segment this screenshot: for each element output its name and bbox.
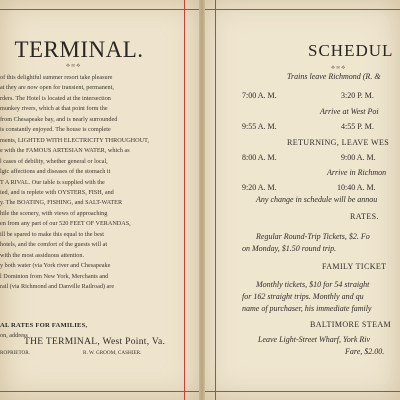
family-line-1: Monthly tickets, $10 for 54 straight [256, 280, 370, 289]
arrive-richmond-heading: Arrive in Richmon [327, 168, 387, 177]
family-line-3: name of purchaser, his immediate family [242, 304, 372, 313]
left-body-line: of this delightful summer resort take pleasure [0, 74, 113, 81]
left-body-line: en from any part of our 520 FEET OF VERANDAS, [0, 220, 131, 228]
family-rates-heading: AL RATES FOR FAMILIES, [0, 322, 88, 329]
left-body-line: ments, LIGHTED WITH ELECTRICITY THROUGHOUT, [0, 136, 149, 144]
richmond-arrival-time-1: 9:20 A. M. [242, 183, 277, 192]
left-body-line: ill be spared to make this equal to the best [0, 230, 104, 238]
signers [0, 350, 160, 356]
left-body-line: rail (via Richmond and Danville Railroad) are [0, 283, 115, 291]
right-bottom-rule [205, 391, 400, 392]
terminal-address: THE TERMINAL, West Point, Va. [24, 337, 166, 347]
left-bottom-rule [0, 391, 199, 392]
baltimore-line-1: Leave Light-Street Wharf, York Riv [258, 335, 371, 344]
address-prefix: on, address [0, 332, 28, 339]
left-body-line: l Dominion from New York, Merchants and [0, 272, 109, 280]
left-title: TERMINAL. [14, 37, 144, 62]
arrival-time-2: 4:55 P. M. [341, 122, 374, 131]
left-body-line: e with the FAMOUS ARTESIAN WATER, which as [0, 147, 130, 155]
left-body-text [0, 73, 162, 293]
left-body-line: hotels, and the comfort of the guests will at [0, 241, 108, 249]
left-top-rule [0, 9, 199, 10]
right-side-rule [215, 0, 216, 400]
departure-time-1: 7:00 A. M. [242, 91, 277, 100]
left-body-line: munkey rivers, which at that point form the [0, 105, 108, 113]
rates-heading: RATES. [350, 212, 379, 221]
right-top-rule [205, 9, 400, 10]
left-body-line: with the most assiduous attention. [0, 251, 85, 259]
arrival-time-1: 9:55 A. M. [242, 122, 277, 131]
left-body-line: is constantly enjoyed. The house is complete [0, 126, 111, 134]
departure-time-2: 3:20 P. M. [341, 91, 374, 100]
rates-line-2: on Monday, $1.50 round trip. [242, 244, 337, 253]
family-tickets-heading: FAMILY TICKET [322, 262, 387, 271]
signer-proprietor: ROPRIETOR. [0, 350, 31, 356]
return-time-2: 9:00 A. M. [341, 153, 376, 162]
left-body-line: y both water (via York river and Chesapeake [0, 262, 111, 270]
left-body-line: hile the scenery, with views of approaching [0, 209, 108, 217]
signer-cashier: R. W. GROOM, CASHIER. [83, 350, 142, 356]
left-body-line: ied, and is replete with OYSTERS, FISH, and [0, 188, 114, 196]
left-body-line: at they are now open for transient, permanent, [0, 84, 114, 92]
left-body-line: from Chesapeake bay, and is nearly surrounded [0, 115, 118, 123]
returning-heading: RETURNING, LEAVE WES [287, 138, 390, 147]
schedule-title: SCHEDUL [308, 41, 394, 60]
arrive-west-point-heading: Arrive at West Poi [320, 107, 379, 116]
richmond-arrival-time-2: 10:40 A. M. [337, 183, 376, 192]
right-page [205, 0, 400, 400]
return-time-1: 8:00 A. M. [242, 153, 277, 162]
left-side-rule [184, 0, 185, 400]
left-body-line: T A RIVAL. Our table is supplied with the [0, 178, 105, 186]
trains-leave-heading: Trains leave Richmond (R. & [287, 72, 381, 81]
rates-line-1: Regular Round-Trip Tickets, $2. Fo [256, 232, 370, 241]
left-body-line: lgic affections and diseases of the stomach it [0, 168, 111, 176]
left-body-line: rders. The Hotel is located at the intersection [0, 94, 111, 102]
left-body-line: l cases of debility, whether general or local, [0, 157, 108, 165]
left-body-line: y. The BOATING, FISHING, and SALT-WATER [0, 199, 123, 207]
schedule-change-notice: Any change in schedule will be annou [256, 195, 378, 204]
baltimore-line-2: Fare, $2.00. [345, 347, 385, 356]
right-ornament: ⟡∞⟡ [331, 65, 347, 71]
baltimore-heading: BALTIMORE STEAM [310, 320, 392, 329]
left-page [0, 0, 199, 400]
left-ornament: ⟡∞⟡ [66, 63, 82, 69]
family-line-2: for 162 straight trips. Monthly and qu [242, 292, 364, 301]
